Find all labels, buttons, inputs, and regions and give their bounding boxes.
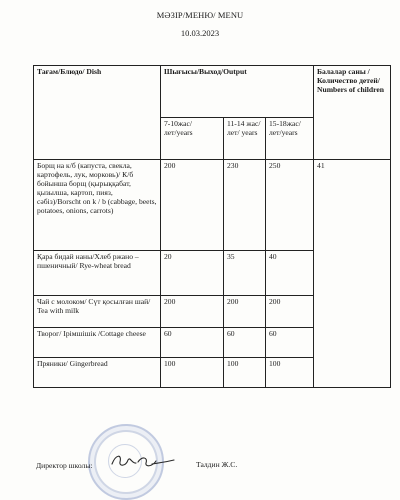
output-cell: 40 [266,251,314,296]
dish-cell: Чай с молоком/ Сүт қосылған шай/ Tea with milk [34,296,161,328]
output-cell: 230 [224,160,266,251]
dish-cell: Пряники/ Gingerbread [34,358,161,388]
header-output: Шығысы/Выход/Output [161,66,314,118]
header-dish: Тағам/Блюдо/ Dish [34,66,161,160]
signature-icon [108,448,178,472]
output-cell: 60 [224,328,266,358]
output-cell: 60 [161,328,224,358]
dish-cell: Қара бидай наны/Хлеб ржано – пшеничный/ Rye-wheat bread [34,251,161,296]
dish-cell: Борщ на к/б (капуста, свекла, картофель, лук, морковь)/ К/б бойынша борщ (қырыққабат, қызылша, картоп, пияз, сәбіз)/Borscht on k / b (cabbage, beets, potatoes, onions, carrots) [34,160,161,251]
header-children: Балалар саны /Количество детей/ Numbers of children [314,66,391,160]
signature-block [0,420,400,500]
output-cell: 20 [161,251,224,296]
menu-table [33,65,391,388]
table-row [34,160,391,251]
output-cell: 100 [266,358,314,388]
director-label: Директор школы: [36,461,93,470]
output-cell: 100 [161,358,224,388]
output-cell: 200 [161,160,224,251]
output-cell: 200 [161,296,224,328]
output-cell: 250 [266,160,314,251]
output-cell: 100 [224,358,266,388]
output-cell: 60 [266,328,314,358]
output-cell: 200 [224,296,266,328]
page-title: МӘЗІР/МЕНЮ/ MENU [156,10,244,20]
director-name: Талдин Ж.С. [196,460,238,469]
header-age-7-10: 7-10жас/лет/years [161,118,224,160]
output-cell: 35 [224,251,266,296]
table-header-row [34,66,391,118]
page-date: 10.03.2023 [180,28,220,38]
children-count-cell: 41 [314,160,391,388]
dish-cell: Творог/ Ірімшішік /Cottage cheese [34,328,161,358]
output-cell: 200 [266,296,314,328]
header-age-15-18: 15-18жас/лет/years [266,118,314,160]
header-age-11-14: 11-14 жас/лет/ years [224,118,266,160]
